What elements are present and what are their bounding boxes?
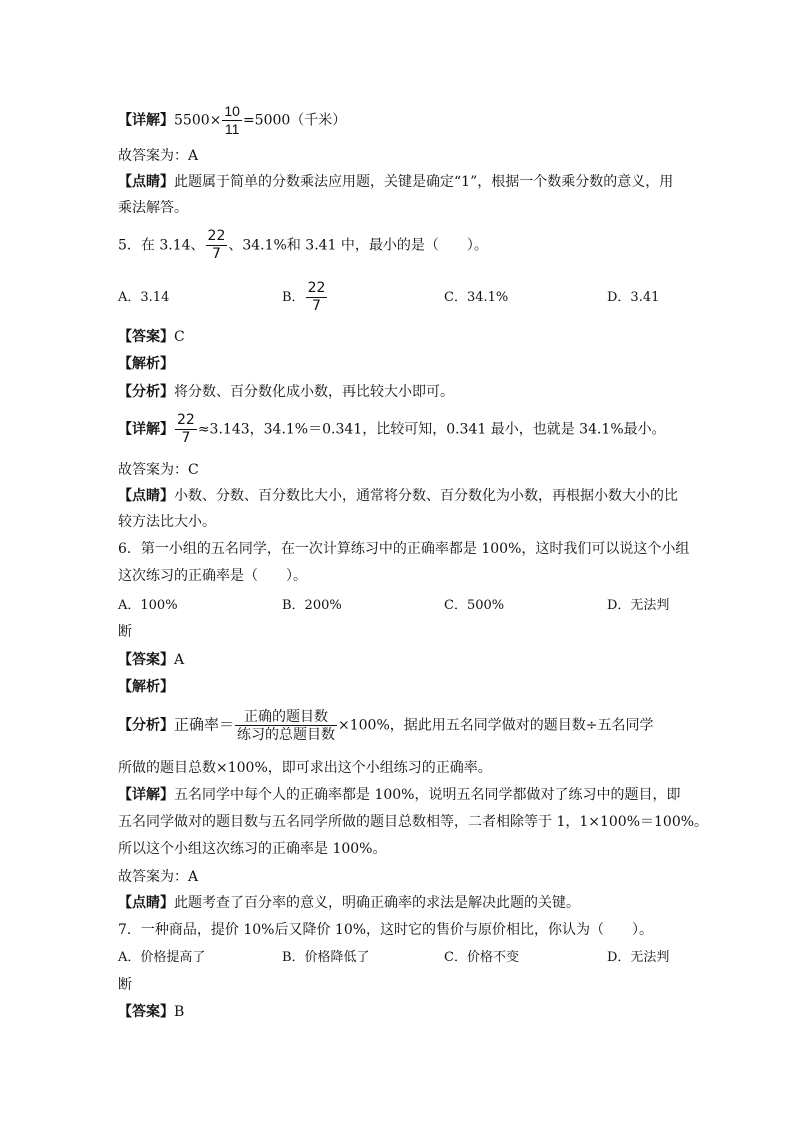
q6-option-d: D．无法判: [607, 598, 670, 613]
q6-fenxi: [118, 708, 654, 743]
fraction-denominator: 7: [306, 297, 328, 315]
q7-answer: [118, 1002, 184, 1022]
q6-stem-line2: 这次练习的正确率是（ ）。: [118, 568, 307, 584]
fenxi-label: 【分析】: [118, 384, 174, 400]
q6-detail-line3: 所以这个小组这次练习的正确率是 100%。: [118, 841, 387, 857]
q7-option-a: A．价格提高了: [118, 950, 206, 965]
detail-label: 【详解】: [118, 112, 174, 129]
q6-comment: [118, 893, 580, 913]
q6-answer-line: 故答案为：A: [118, 869, 199, 885]
fraction-numerator: 正确的题目数: [244, 708, 329, 724]
option-label: B．: [282, 290, 305, 305]
fraction-denominator: 7: [175, 429, 197, 447]
q5-fenxi: [118, 382, 454, 402]
q6-fenxi-line2: 所做的题目总数×100%，即可求出这个小组练习的正确率。: [118, 760, 492, 776]
q6-option-c: C．500%: [444, 598, 505, 613]
answer-label: 【答案】: [118, 652, 174, 668]
comment-label: 【点睛】: [118, 895, 174, 911]
comment-text: 此题考查了百分率的意义，明确正确率的求法是解决此题的关键。: [174, 895, 580, 911]
q7-stem: 7．一种商品，提价 10%后又降价 10%，这时它的售价与原价相比，你认为（ ）。: [118, 922, 654, 938]
comment-label: 【点睛】: [118, 174, 174, 190]
fraction: [175, 412, 197, 447]
fenxi-text: ×100%，据此用五名同学做对的题目数÷五名同学: [338, 717, 654, 734]
q7-option-d: D．无法判: [607, 950, 670, 965]
answer-label: 【答案】: [118, 1004, 174, 1020]
fraction-numerator: 22: [207, 228, 226, 244]
detail-label: 【详解】: [118, 421, 174, 438]
answer-value: B: [174, 1004, 185, 1020]
q5-stem: [118, 228, 488, 263]
q6-analysis-label: 【解析】: [118, 679, 174, 695]
fraction: [222, 103, 242, 138]
q5-option-d: D．3.41: [607, 290, 660, 305]
detail-text: ≈3.143，34.1%＝0.341，比较可知，0.341 最小，也就是 34.1%最小。: [197, 421, 666, 438]
q4-comment-line1: [118, 172, 673, 192]
q5-analysis-label: 【解析】: [118, 356, 174, 372]
detail-label: 【详解】: [118, 787, 174, 803]
q5-comment-line2: 较方法比大小。: [118, 514, 216, 530]
q6-answer: [118, 650, 184, 670]
q5-comment-line1: [118, 486, 678, 506]
fraction-denominator: 练习的总题目数: [237, 726, 336, 742]
q5-detail: [118, 412, 666, 447]
stem-text: 5．在 3.14、: [118, 237, 205, 254]
q6-stem-line1: 6．第一小组的五名同学，在一次计算练习中的正确率都是 100%，这时我们可以说这个小组: [118, 541, 690, 557]
fraction-numerator: 10: [224, 103, 240, 119]
q5-option-c: C．34.1%: [444, 290, 509, 305]
q7-option-c: C．价格不变: [444, 950, 519, 965]
q4-answer-line: 故答案为：A: [118, 148, 199, 164]
q6-option-d-cont: 断: [118, 624, 132, 640]
q4-detail: [118, 103, 346, 138]
comment-text: 小数、分数、百分数比大小，通常将分数、百分数化为小数，再根据小数大小的比: [174, 488, 678, 504]
detail-result: =5000（千米）: [242, 112, 347, 129]
fenxi-text: 将分数、百分数化成小数，再比较大小即可。: [174, 384, 454, 400]
q6-option-a: A．100%: [118, 598, 178, 613]
fraction-denominator: 7: [206, 245, 228, 263]
q5-option-a: A．3.14: [118, 290, 170, 305]
q5-option-b: [282, 280, 328, 315]
q7-option-d-cont: 断: [118, 977, 132, 993]
q6-detail-line1: [118, 785, 680, 805]
fraction-denominator: 11: [222, 120, 242, 138]
detail-expr: 5500×: [174, 112, 222, 129]
detail-text: 五名同学中每个人的正确率都是 100%，说明五名同学都做对了练习中的题目，即: [174, 787, 681, 803]
q7-option-b: B．价格降低了: [282, 950, 370, 965]
answer-value: C: [174, 329, 185, 345]
q5-answer-line: 故答案为：C: [118, 462, 199, 478]
q4-comment-line2: 乘法解答。: [118, 200, 188, 216]
fraction: [206, 228, 228, 263]
answer-label: 【答案】: [118, 329, 174, 345]
fraction: [306, 280, 328, 315]
fenxi-text: 正确率＝: [174, 716, 235, 734]
fraction-numerator: 22: [177, 412, 195, 428]
comment-text: 此题属于简单的分数乘法应用题，关键是确定“1”，根据一个数乘分数的意义，用: [174, 174, 674, 190]
fraction: [235, 708, 337, 743]
stem-text: 、34.1%和 3.41 中，最小的是（ ）。: [228, 237, 488, 254]
q6-detail-line2: 五名同学做对的题目数与五名同学所做的题目总数相等，二者相除等于 1，1×100%＝100%。: [118, 814, 709, 830]
fenxi-label: 【分析】: [118, 717, 174, 734]
q5-answer: [118, 327, 185, 347]
fraction-numerator: 22: [307, 280, 326, 296]
comment-label: 【点睛】: [118, 488, 174, 504]
q6-option-b: B．200%: [282, 598, 342, 613]
answer-value: A: [174, 652, 185, 668]
